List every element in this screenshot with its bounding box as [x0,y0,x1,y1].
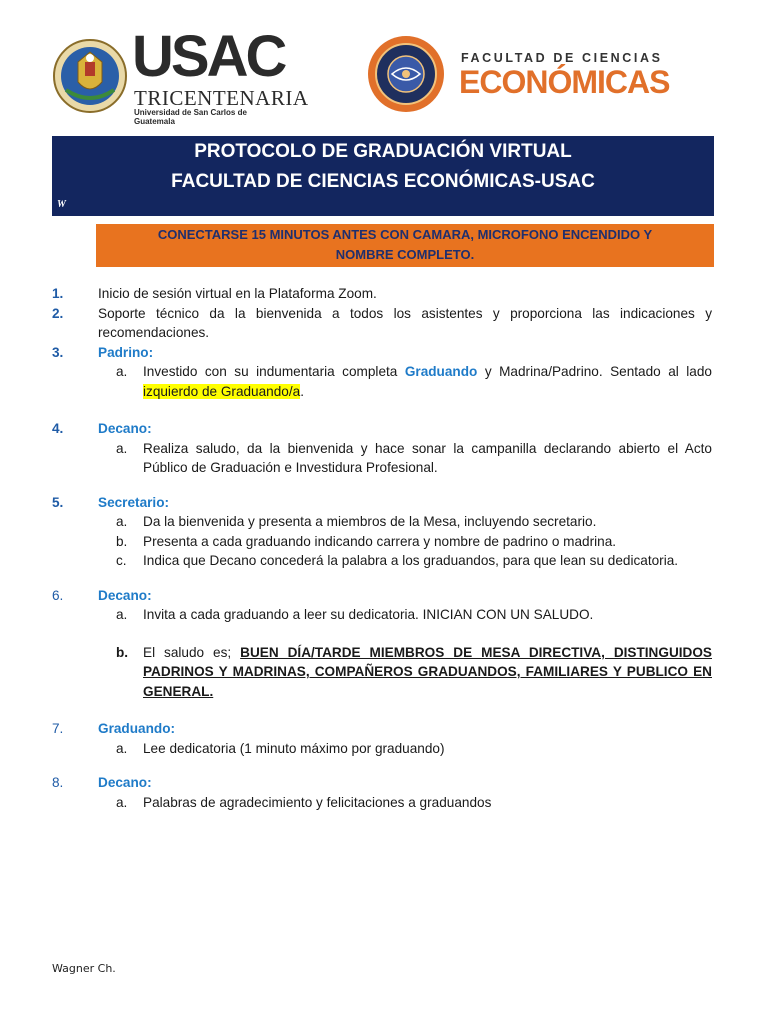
item-number: 2. [52,305,64,321]
usac-crest-icon [52,38,128,114]
sub-text: Presenta a cada graduando indicando carrera y nombre de padrino o madrina. [143,533,617,549]
protocol-list [52,284,712,812]
item-number: 5. [52,494,64,510]
sub-item [116,512,712,532]
notice-line-1: CONECTARSE 15 MINUTOS ANTES CON CAMARA, MICROFONO ENCENDIDO Y [157,227,653,242]
sub-letter: b. [116,533,128,549]
fce-logo [366,34,670,116]
sub-item [116,362,712,401]
item-number: 1. [52,286,64,301]
sub-item [116,643,712,702]
usac-subtitle: TRICENTENARIA [134,86,309,110]
item-number: 7. [52,721,64,736]
fce-seal-icon [366,34,446,114]
footer-author: Wagner Ch. [52,962,116,975]
sub-letter: c. [116,553,127,568]
sub-item [116,532,712,552]
sub-item [116,551,712,571]
sub-text: Lee dedicatoria (1 minuto máximo por graduando) [143,740,445,756]
item-heading: Decano: [98,421,152,436]
sub-text: El saludo es; [143,644,241,660]
item-heading: Graduando: [98,721,176,736]
item-number: 4. [52,421,64,436]
sub-text: y Madrina/Padrino. Sentado al lado [477,364,712,379]
sub-text: Investido con su indumentaria completa [143,364,405,379]
sub-item [116,439,712,478]
title-banner [52,136,714,216]
item-heading: Decano: [98,587,152,603]
usac-university-name: Universidad de San Carlos de Guatemala [134,108,247,126]
sub-letter: b. [116,644,129,660]
sub-item [116,793,712,813]
list-item [52,586,712,606]
sub-text: Invita a cada graduando a leer su dedicatoria. INICIAN CON UN SALUDO. [143,607,594,622]
list-item [52,719,712,739]
list-item [52,343,712,363]
notice-line-2: NOMBRE COMPLETO. [335,247,475,262]
banner-mark: W [57,199,66,210]
sub-text: Palabras de agradecimiento y felicitaciones a graduandos [143,794,492,810]
item-heading: Decano: [98,775,152,790]
page-title: PROTOCOLO DE GRADUACIÓN VIRTUAL [194,141,572,162]
sub-letter: a. [116,514,128,529]
item-text: Inicio de sesión virtual en la Plataforma Zoom. [98,286,377,301]
sub-letter: a. [116,794,128,810]
item-number: 6. [52,587,64,603]
item-number: 3. [52,344,64,360]
sub-letter: a. [116,740,128,756]
sub-text: Indica que Decano concederá la palabra a los graduandos, para que lean su dedicatoria. [143,553,679,568]
item-text: Soporte técnico da la bienvenida a todos los asistentes y proporciona las indicaciones y recomendaciones. [98,305,712,340]
sub-text: . [300,383,304,399]
list-item [52,304,712,343]
list-item [52,773,712,793]
list-item [52,493,712,513]
list-item [52,419,712,439]
sub-letter: a. [116,607,128,622]
list-item [52,284,712,304]
usac-logo [52,24,309,126]
sub-letter: a. [116,364,128,379]
sub-letter: a. [116,440,128,456]
usac-wordmark: USAC [132,24,285,89]
notice-box [96,224,714,267]
fce-main-text: ECONÓMICAS [459,64,670,100]
page-subtitle: FACULTAD DE CIENCIAS ECONÓMICAS-USAC [171,171,595,192]
highlighted-text: izquierdo de Graduando/a [143,383,301,399]
sub-text-bold: Graduando [404,364,478,379]
sub-item [116,605,712,625]
sub-text: Realiza saludo, da la bienvenida y hace sonar la campanilla declarando abierto el Acto Público de Graduación e Investidura Profesional. [143,440,712,475]
item-heading: Secretario: [98,494,170,510]
sub-item [116,739,712,759]
item-heading: Padrino: [98,344,154,360]
sub-text: Da la bienvenida y presenta a miembros de la Mesa, incluyendo secretario. [143,514,597,529]
item-number: 8. [52,775,64,790]
fce-top-text: FACULTAD DE CIENCIAS [461,51,663,65]
greeting-text: BUEN DÍA/TARDE MIEMBROS DE MESA DIRECTIVA, DISTINGUIDOS PADRINOS Y MADRINAS, COMPAÑEROS GRADUANDOS, FAMILIARES Y PUBLICO EN GENERAL. [143,644,712,699]
